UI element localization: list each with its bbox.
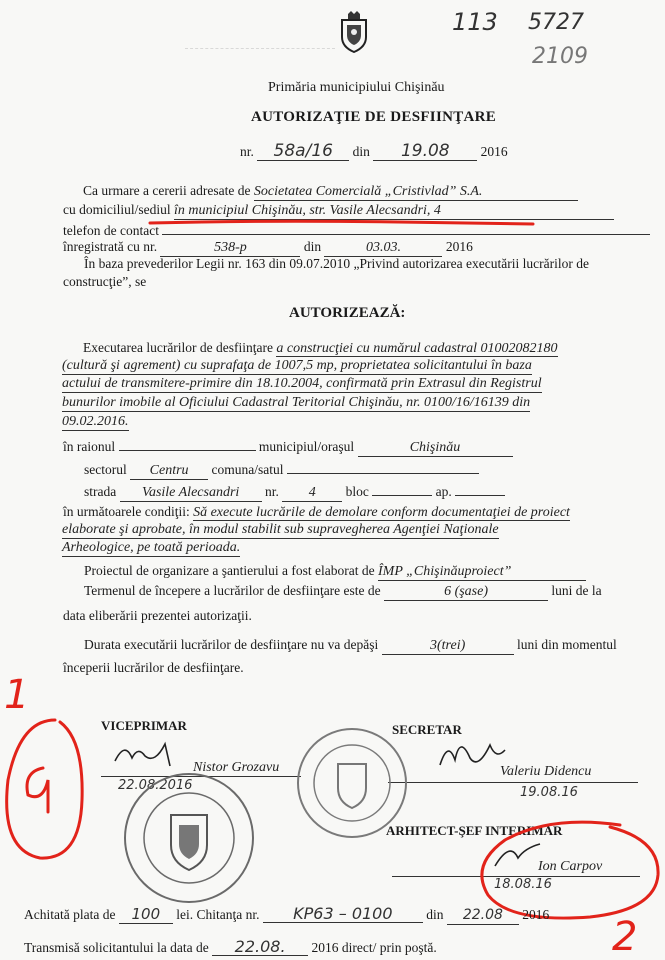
comuna-label: comuna/satul	[211, 462, 284, 477]
viceprimar-date: 22.08.2016	[118, 778, 193, 793]
house-nr-value: 4	[282, 484, 342, 502]
works-line-5: 09.02.2016.	[62, 414, 129, 429]
registration-number: 538-p	[160, 239, 300, 257]
sector-value: Centru	[130, 462, 208, 480]
conditions-label: în următoarele condiţii:	[63, 504, 190, 519]
document-number: 58a/16	[257, 143, 349, 161]
duration-suffix: luni din momentul	[517, 637, 617, 652]
term-suffix: luni de la	[551, 583, 602, 598]
registration-date: 03.03.	[324, 239, 442, 257]
viceprimar-name: Nistor Grozavu	[193, 760, 280, 775]
document-number-line	[240, 143, 508, 161]
duration-label: Durata executării lucrărilor de desfiinţare nu va depăşi	[84, 637, 379, 652]
law-text-1: În baza prevederilor Legii nr. 163 din 09.07.2010 „Privind autorizarea executării lucrărilor de	[84, 256, 589, 271]
raion-field	[119, 437, 256, 451]
comuna-field	[287, 460, 479, 474]
coat-of-arms-icon	[337, 11, 371, 53]
secretar-signature	[430, 730, 510, 785]
viceprimar-title: VICEPRIMAR	[101, 718, 187, 733]
project-author: ÎMP „Chişinăuproiect”	[378, 563, 586, 581]
secretar-date: 19.08.16	[520, 785, 578, 800]
red-g-annotation	[18, 760, 58, 825]
payment-line	[24, 905, 549, 925]
phone-label: telefon de contact	[63, 223, 159, 238]
sector-label: sectorul	[84, 462, 127, 477]
sector-line	[84, 460, 479, 480]
works-line-1	[83, 339, 558, 357]
secretar-sign-line	[388, 782, 638, 783]
works-line-3: actului de transmitere-primire din 18.10.2004, confirmată prin Extrasul din Registrul	[62, 376, 542, 391]
payment-year: 2016	[522, 907, 550, 922]
conditions-line-1	[63, 503, 570, 521]
applicant-label: Ca urmare a cererii adresate de	[83, 183, 251, 198]
duration-line	[84, 636, 617, 655]
payment-label: Achitată plata de	[24, 907, 116, 922]
conditions-line-3: Arheologice, pe toată perioada.	[62, 540, 241, 555]
raion-line	[63, 437, 513, 457]
arhitect-date: 18.08.16	[494, 877, 552, 892]
municipiu-label: municipiul/oraşul	[258, 439, 355, 454]
municipal-stamp-seal-icon	[121, 770, 257, 906]
red-annotation-number: 1	[4, 672, 30, 718]
strada-line	[84, 482, 505, 502]
applicant-address: în municipiul Chişinău, str. Vasile Alecsandri, 4	[174, 202, 614, 220]
works-description: a construcţiei cu numărul cadastral 01002082180	[276, 341, 558, 356]
transmission-suffix: 2016 direct/ prin poştă.	[311, 940, 437, 955]
receipt-label: lei. Chitanţa nr.	[176, 907, 260, 922]
applicant-company: Societatea Comercială „Cristivlad” S.A.	[254, 183, 578, 201]
handwritten-number: 113	[452, 8, 498, 36]
secretar-title: SECRETAR	[392, 722, 462, 737]
phone-field	[162, 220, 650, 235]
term-line-2: data eliberării prezentei autorizaţii.	[63, 608, 252, 623]
transmission-date: 22.08.	[212, 938, 308, 956]
strada-label: strada	[84, 484, 117, 499]
document-title: AUTORIZAŢIE DE DESFIINŢARE	[251, 109, 497, 125]
house-nr-label: nr.	[264, 484, 279, 499]
document-year: 2016	[480, 144, 508, 159]
raion-label: în raionul	[63, 439, 116, 454]
works-line-4: bunurilor imobile al Oficiului Cadastral Teritorial Chişinău, nr. 0100/16/16139 din	[62, 395, 531, 410]
duration-line-2: începerii lucrărilor de desfiinţare.	[63, 660, 244, 675]
works-line-2: (cultură şi agrement) cu suprafaţa de 1007,5 mp, proprietatea solicitantului în baza	[62, 358, 532, 373]
arhitect-title: ARHITECT-ŞEF INTERIMAR	[386, 823, 563, 838]
faded-stamp-mark	[185, 30, 335, 49]
payment-date: 22.08	[447, 907, 519, 925]
registration-label: înregistrată cu nr.	[63, 239, 158, 254]
red-annotation-number: 2	[612, 914, 638, 960]
nr-label: nr.	[240, 144, 254, 159]
arhitect-name: Ion Carpov	[538, 859, 603, 874]
term-value: 6 (şase)	[384, 583, 548, 601]
document-date: 19.08	[373, 143, 477, 161]
bloc-label: bloc	[345, 484, 369, 499]
institution-name: Primăria municipiului Chişinău	[268, 80, 445, 95]
address-label: cu domiciliul/sediul	[63, 202, 171, 217]
secretar-name: Valeriu Didencu	[500, 764, 592, 779]
payment-amount: 100	[119, 906, 173, 924]
law-text-2: construcţie”, se	[63, 274, 147, 289]
transmission-label: Transmisă solicitantului la data de	[24, 940, 209, 955]
receipt-number: KP63 – 0100	[263, 905, 423, 923]
term-label: Termenul de începere a lucrărilor de desfiinţare este de	[84, 583, 381, 598]
apartment-field	[455, 482, 505, 496]
bloc-field	[372, 482, 432, 496]
authorize-heading: AUTORIZEAZĂ:	[289, 305, 406, 321]
registration-din-label: din	[303, 239, 322, 254]
registration-year: 2016	[445, 239, 473, 254]
works-label: Executarea lucrărilor de desfiinţare	[83, 340, 274, 355]
handwritten-number: 5727	[528, 10, 584, 35]
strada-value: Vasile Alecsandri	[120, 484, 262, 502]
conditions-text: Să execute lucrările de demolare conform documentaţiei de proiect	[193, 505, 570, 520]
conditions-line-2: elaborate şi aprobate, în modul stabilit sub supravegherea Agenţiei Naţionale	[62, 522, 499, 537]
term-line	[84, 582, 602, 601]
payment-din-label: din	[426, 907, 444, 922]
phone-line	[63, 220, 650, 239]
municipiu-value: Chişinău	[358, 439, 513, 457]
duration-value: 3(trei)	[382, 637, 514, 655]
applicant-line	[83, 182, 578, 201]
project-line	[84, 562, 586, 581]
project-label: Proiectul de organizare a şantierului a fost elaborat de	[84, 563, 375, 578]
transmission-line	[24, 938, 437, 956]
handwritten-number: 2109	[532, 44, 588, 69]
apartment-label: ap.	[435, 484, 452, 499]
din-label: din	[352, 144, 370, 159]
